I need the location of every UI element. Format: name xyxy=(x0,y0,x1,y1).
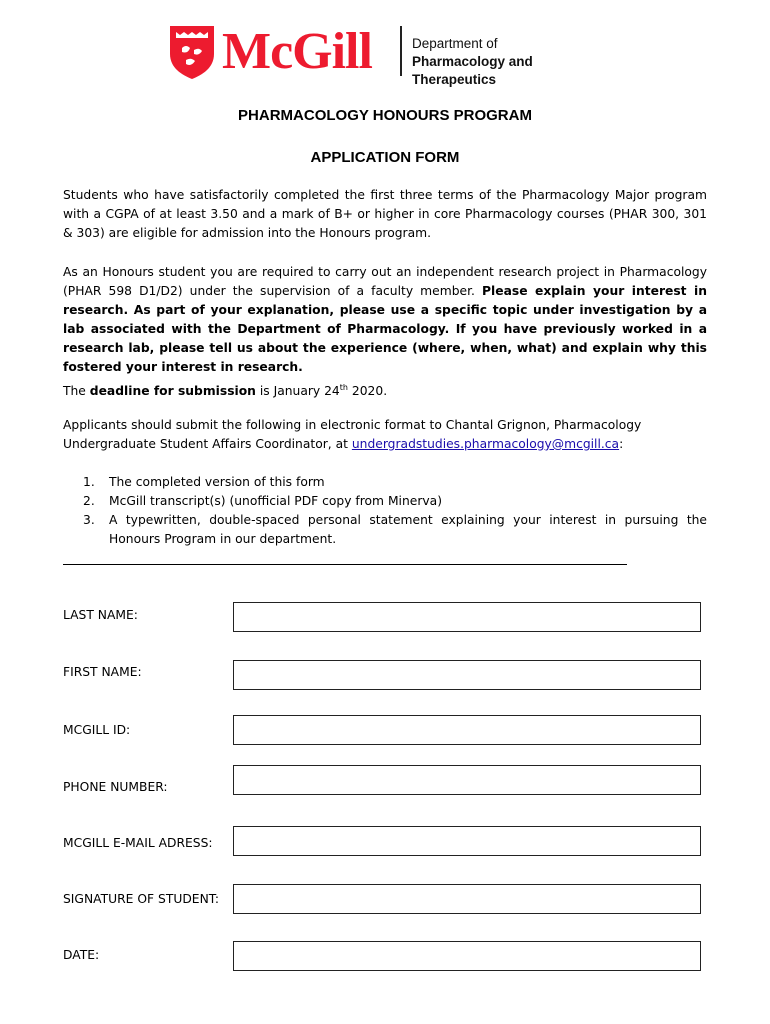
deadline-label: deadline for submission xyxy=(89,384,256,399)
first-name-field[interactable] xyxy=(233,660,701,690)
page-header xyxy=(168,22,618,86)
header-divider xyxy=(400,26,402,76)
list-number: 3. xyxy=(83,513,95,527)
form-title: APPLICATION FORM xyxy=(310,149,460,166)
mcgill-wordmark: McGill xyxy=(222,23,372,80)
mcgill-id-label: MCGILL ID: xyxy=(63,723,131,737)
eligibility-paragraph: Students who have satisfactorily completed the first three terms of the Pharmacology Major program with a CGPA of at least 3.50 and a mark of B+ or higher in core Pharmacology courses (PHAR 300, 301 & 303) are eligible for admission into the Honours program. xyxy=(63,188,707,240)
department-name xyxy=(412,35,618,89)
list-number: 2. xyxy=(83,494,95,508)
coordinator-email-link[interactable]: undergradstudies.pharmacology@mcgill.ca xyxy=(351,437,620,451)
deadline-year: 2020. xyxy=(347,384,388,399)
research-instructions: Please explain your interest in research. As part of your explanation, please use a specific topic under investigation by a lab associated with the Department of Pharmacology. If you have previously worked in a research lab, please tell us about the experience (where, when, what) and explain why this fostered your interest in research. xyxy=(63,284,707,374)
section-divider xyxy=(63,564,627,565)
list-number: 1. xyxy=(83,475,95,489)
program-title: PHARMACOLOGY HONOURS PROGRAM xyxy=(238,107,532,124)
first-name-label: FIRST NAME: xyxy=(63,665,142,679)
mcgill-id-field[interactable] xyxy=(233,715,701,745)
list-text: The completed version of this form xyxy=(109,475,325,489)
research-paragraph xyxy=(63,263,707,377)
email-label: MCGILL E-MAIL ADRESS: xyxy=(63,836,213,850)
email-field[interactable] xyxy=(233,826,701,856)
list-item xyxy=(63,511,707,549)
research-intro: As an Honours student you are required to carry out an independent research project in Pharmacology (PHAR 598 D1/D2) under the supervision of a faculty member. xyxy=(63,265,707,298)
signature-field[interactable] xyxy=(233,884,701,914)
last-name-field[interactable] xyxy=(233,602,701,632)
list-text: A typewritten, double-spaced personal statement explaining your interest in pursuing the Honours Program in our department. xyxy=(109,513,707,546)
dept-line1: Department of xyxy=(412,36,498,51)
deadline-paragraph xyxy=(63,378,707,401)
list-text: McGill transcript(s) (unofficial PDF copy from Minerva) xyxy=(109,494,442,508)
deadline-prefix: The xyxy=(63,384,90,399)
list-item xyxy=(63,473,707,492)
dept-line2: Pharmacology and Therapeutics xyxy=(412,54,533,87)
submission-text: Applicants should submit the following in electronic format to Chantal Grignon, Pharmacology Undergraduate Student Affairs Coordinator, at xyxy=(63,418,642,451)
phone-number-label: PHONE NUMBER: xyxy=(63,780,168,794)
deadline-suffix-sup: th xyxy=(339,383,348,392)
submission-end: : xyxy=(619,437,624,451)
submission-paragraph xyxy=(63,416,707,454)
mcgill-crest-icon xyxy=(168,24,216,80)
phone-number-field[interactable] xyxy=(233,765,701,795)
signature-label: SIGNATURE OF STUDENT: xyxy=(63,892,220,906)
last-name-label: LAST NAME: xyxy=(63,608,138,622)
date-field[interactable] xyxy=(233,941,701,971)
date-label: DATE: xyxy=(63,948,100,962)
list-item xyxy=(63,492,707,511)
deadline-date: is January 24 xyxy=(255,384,340,399)
requirements-list xyxy=(63,473,707,549)
